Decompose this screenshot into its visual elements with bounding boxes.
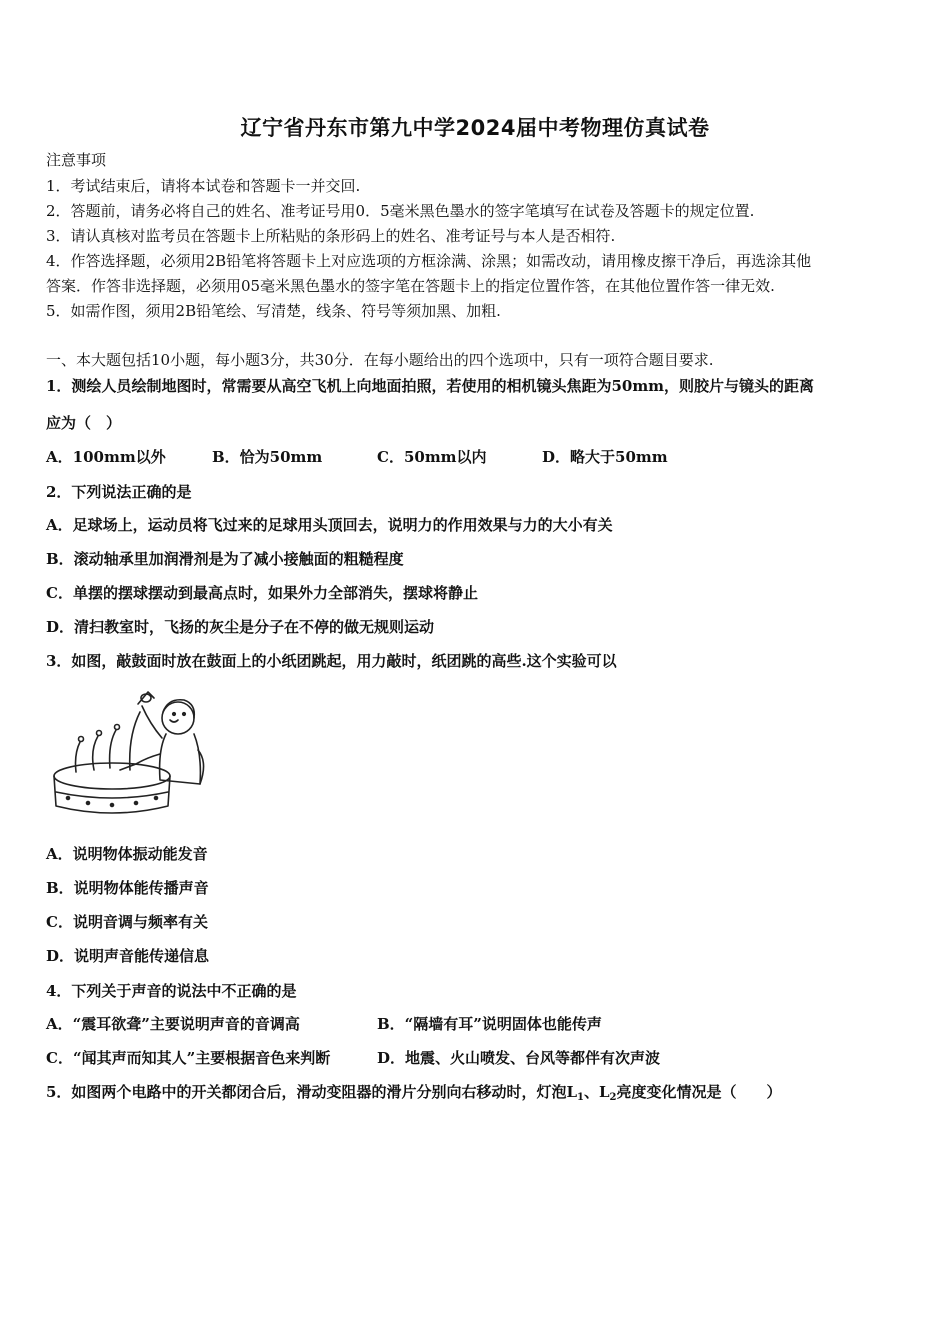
notice-item: 1．考试结束后，请将本试卷和答题卡一并交回. [46,177,361,195]
subscript-1: 1 [577,1092,584,1103]
question-5-text-1: 5．如图两个电路中的开关都闭合后，滑动变阻器的滑片分别向右移动时，灯泡L [46,1083,577,1101]
notice-item: 2．答题前，请务必将自己的姓名、准考证号用0．5毫米黑色墨水的签字笔填写在试卷及答题卡的规定位置. [46,202,755,220]
section-heading: 一、本大题包括10小题，每小题3分，共30分．在每小题给出的四个选项中，只有一项符合题目要求. [46,351,714,369]
question-2-option-c: C．单摆的摆球摆动到最高点时，如果外力全部消失，摆球将静止 [46,584,478,602]
drum-experiment-illustration [50,684,210,820]
question-3-option-b: B．说明物体能传播声音 [46,879,209,897]
notice-item: 3．请认真核对监考员在答题卡上所粘贴的条形码上的姓名、准考证号与本人是否相符. [46,227,616,245]
question-1-stem: 1．测绘人员绘制地图时，常需要从高空飞机上向地面拍照，若使用的相机镜头焦距为50mm，则胶片与镜头的距离 [46,377,815,395]
question-4-option-d: D．地震、火山喷发、台风等都伴有次声波 [377,1049,661,1067]
question-1-option-d: D．略大于50mm [542,448,668,466]
notice-item: 答案．作答非选择题，必须用05毫米黑色墨水的签字笔在答题卡上的指定位置作答，在其他位置作答一律无效. [46,277,775,295]
question-1-option-b: B．恰为50mm [212,448,323,466]
question-3-stem: 3．如图，敲鼓面时放在鼓面上的小纸团跳起，用力敲时，纸团跳的高些.这个实验可以 [46,652,617,670]
notice-item: 4．作答选择题，必须用2B铅笔将答题卡上对应选项的方框涂满、涂黑；如需改动，请用橡皮擦干净后，再选涂其他 [46,252,812,270]
question-5-text-2: 、L [583,1083,610,1101]
subscript-2: 2 [609,1092,617,1103]
question-2-option-a: A．足球场上，运动员将飞过来的足球用头顶回去，说明力的作用效果与力的大小有关 [46,516,613,534]
question-2-option-d: D．清扫教室时，飞扬的灰尘是分子在不停的做无规则运动 [46,618,435,636]
question-4-option-c: C．“闻其声而知其人”主要根据音色来判断 [46,1049,331,1067]
question-1-option-a: A．100mm以外 [46,448,166,466]
question-3-option-d: D．说明声音能传递信息 [46,947,210,965]
question-1-option-c: C．50mm以内 [377,448,487,466]
question-4-option-b: B．“隔墙有耳”说明固体也能传声 [377,1015,602,1033]
notice-item: 5．如需作图，须用2B铅笔绘、写清楚，线条、符号等须加黑、加粗. [46,302,501,320]
page-title: 辽宁省丹东市第九中学2024届中考物理仿真试卷 [240,116,710,140]
question-2-stem: 2．下列说法正确的是 [46,483,192,501]
question-3-option-a: A．说明物体振动能发音 [46,845,208,863]
question-2-option-b: B．滚动轴承里加润滑剂是为了减小接触面的粗糙程度 [46,550,404,568]
question-5-text-3: 亮度变化情况是（ ） [616,1083,782,1101]
question-4-stem: 4．下列关于声音的说法中不正确的是 [46,982,297,1000]
question-5-stem [46,1082,782,1102]
question-1-stem-cont: 应为（ ） [46,414,122,432]
question-3-option-c: C．说明音调与频率有关 [46,913,208,931]
question-4-option-a: A．“震耳欲聋”主要说明声音的音调高 [46,1015,300,1033]
notice-heading: 注意事项 [46,151,107,169]
